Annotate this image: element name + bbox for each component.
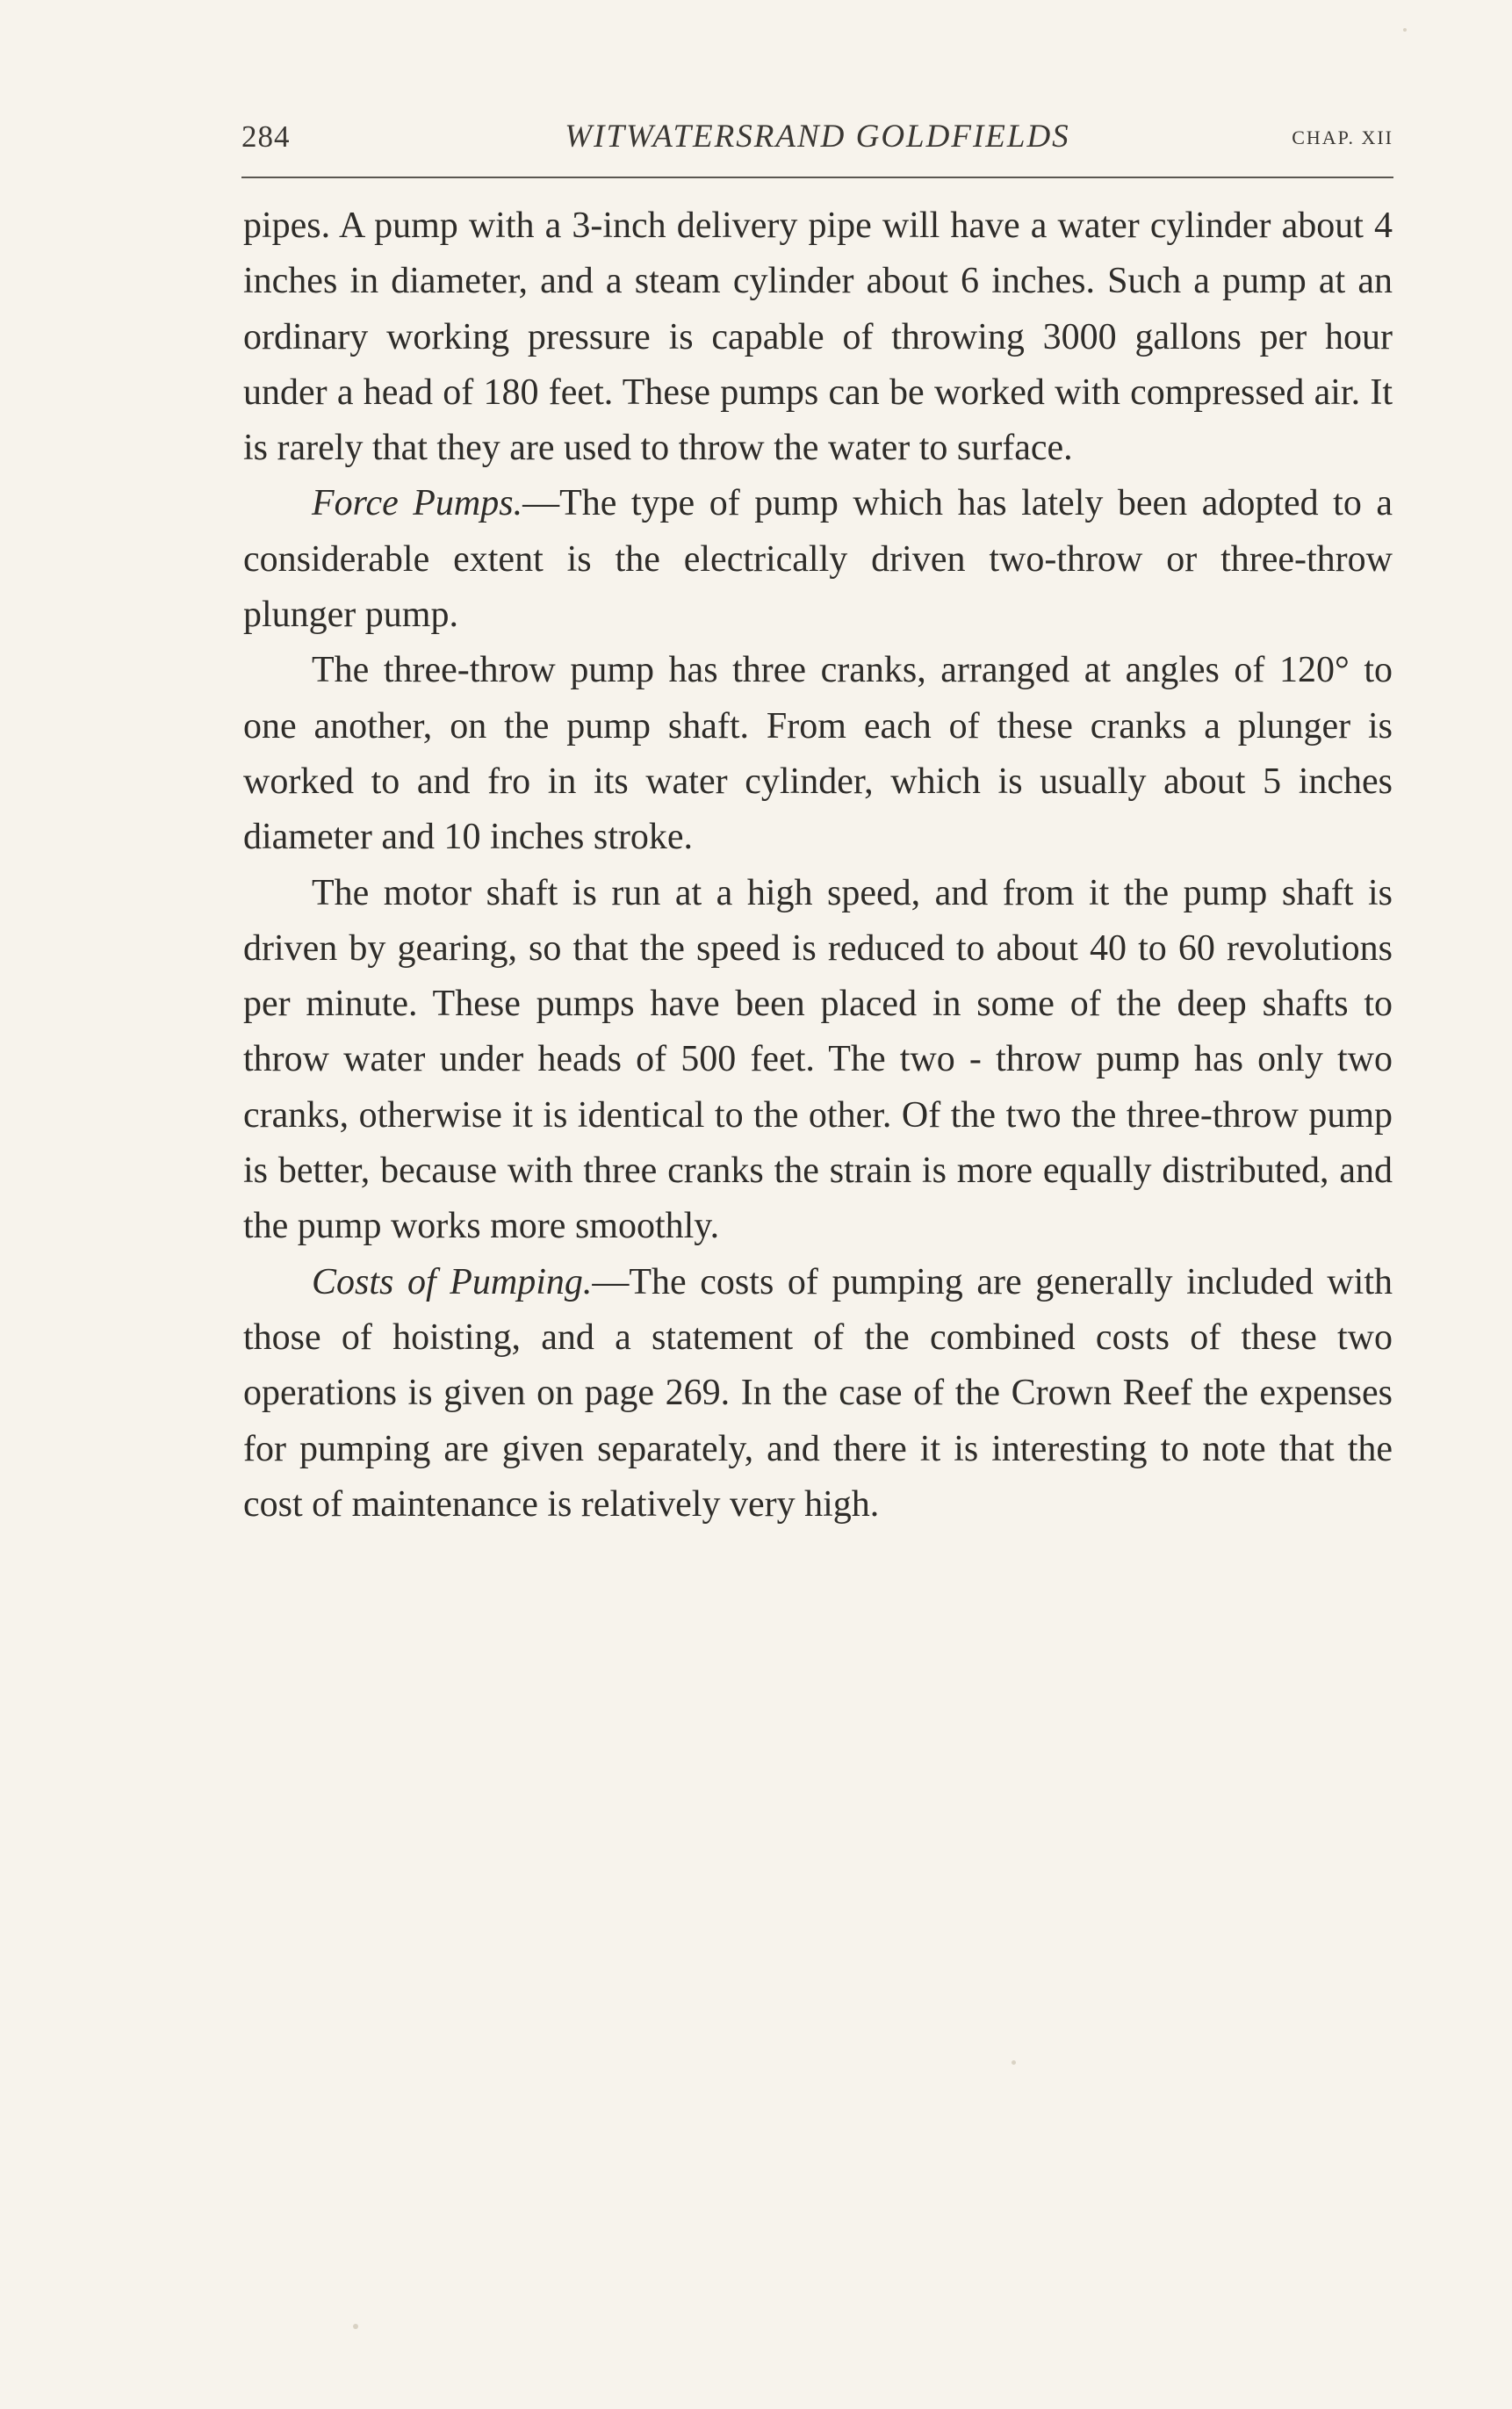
running-head xyxy=(241,114,1393,167)
paragraph-costs-text: —The costs of pumping are generally included with those of hoisting, and a statement of the combined costs of these two operations is given on page 269. In the case of the Crown Reef the expenses for pumping are given separately, and there it is interesting to note that the cost of maintenance is relatively very high. xyxy=(243,1261,1393,1525)
paragraph-motor-shaft: The motor shaft is run at a high speed, and from it the pump shaft is driven by gearing, so that the speed is reduced to about 40 to 60 revolutions per minute. These pumps have been placed in some of the deep shafts to throw water under heads of 500 feet. The two - throw pump has only two cranks, otherwise it is identical to the other. Of the two the three-throw pump is better, because with three cranks the strain is more equally distributed, and the pump works more smoothly. xyxy=(243,872,1393,1247)
paper-fleck xyxy=(353,2324,358,2329)
paper-fleck xyxy=(1403,28,1407,32)
header-rule xyxy=(241,177,1393,178)
paragraph-costs xyxy=(243,1255,1393,1533)
page-number: 284 xyxy=(241,119,291,154)
paragraph-force-pumps xyxy=(243,476,1393,643)
paragraph-force-pumps-text: —The type of pump which has lately been adopted to a considerable extent is the electrically driven two-throw or three-throw plunger pump. xyxy=(243,483,1393,636)
chapter-label: CHAP. XII xyxy=(1292,126,1393,148)
section-heading-force-pumps: Force Pumps. xyxy=(312,483,523,524)
body-text xyxy=(243,198,1393,1533)
paragraph-pipes: pipes. A pump with a 3-inch delivery pipe will have a water cylinder about 4 inches in diameter, and a steam cylinder about 6 inches. Such a pump at an ordinary working pressure is capable of throwing 3000 gallons per hour under a head of 180 feet. These pumps can be worked with compressed air. It is rarely that they are used to throw the water to surface. xyxy=(243,206,1393,469)
paragraph-three-throw: The three-throw pump has three cranks, arranged at angles of 120° to one another, on the pump shaft. From each of these cranks a plunger is worked to and fro in its water cylinder, which is usually about 5 inches diameter and 10 inches stroke. xyxy=(243,650,1393,858)
paper-fleck xyxy=(1012,2060,1016,2065)
running-title: WITWATERSRAND GOLDFIELDS xyxy=(565,119,1070,155)
section-heading-costs-of-pumping: Costs of Pumping. xyxy=(312,1261,593,1302)
